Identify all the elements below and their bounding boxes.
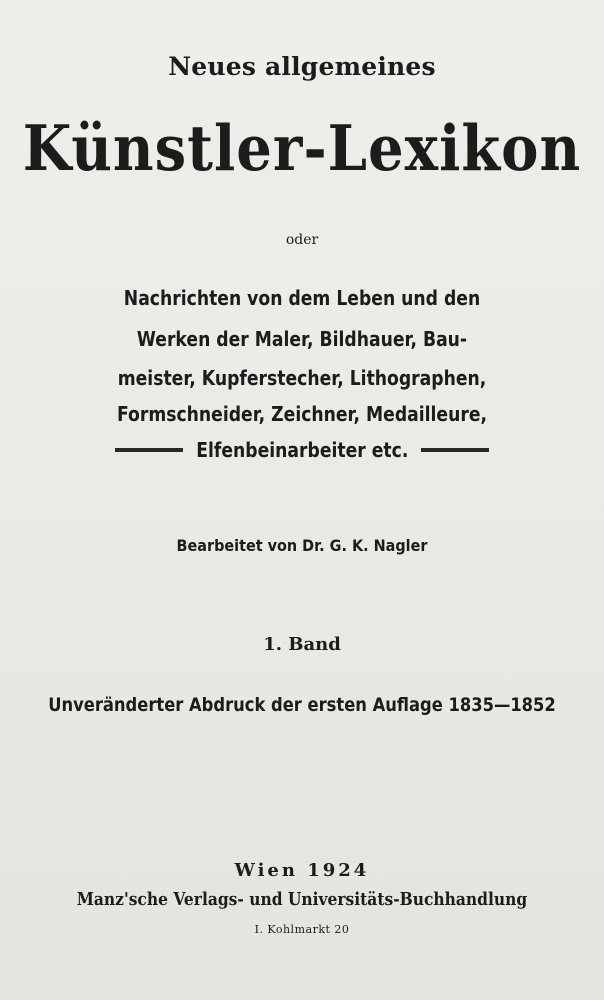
book-title: Künstler-Lexikon (22, 112, 582, 186)
description-line: Elfenbeinarbeiter etc. (195, 438, 409, 462)
conjunction-text: oder (285, 232, 319, 248)
subtitle: Neues allgemeines (168, 52, 436, 81)
edition-note: Unveränderter Abdruck der ersten Auflage 1835—1852 (48, 694, 556, 716)
left-double-rule (115, 448, 183, 452)
description-line: Werken der Maler, Bildhauer, Bau- (136, 327, 468, 351)
volume-label: 1. Band (263, 634, 341, 655)
place-and-year: Wien 1924 (234, 860, 370, 881)
publisher-name: Manz'sche Verlags- und Universitäts-Buchhandlung (76, 889, 528, 910)
publisher-address: I. Kohlmarkt 20 (254, 923, 350, 936)
right-double-rule (421, 448, 489, 452)
description-line: Formschneider, Zeichner, Medailleure, (116, 402, 488, 426)
author-credit: Bearbeitet von Dr. G. K. Nagler (176, 536, 428, 555)
description-last-line (0, 438, 604, 462)
description-line: meister, Kupferstecher, Lithographen, (117, 366, 487, 390)
description-line: Nachrichten von dem Leben und den (123, 286, 481, 310)
